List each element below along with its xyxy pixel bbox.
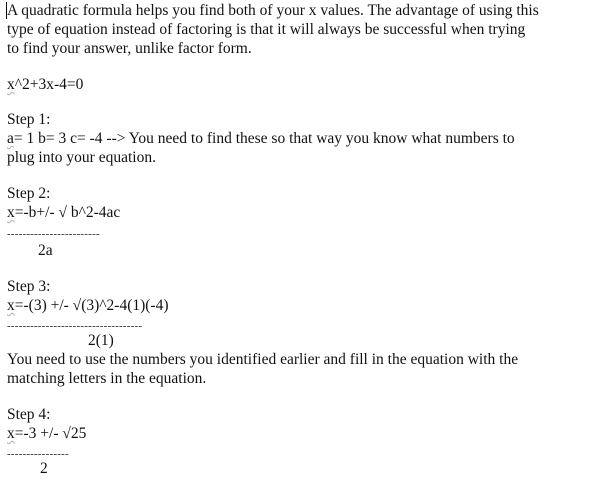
step3-var: x <box>7 297 15 314</box>
intro-line-1: A quadratic formula helps you find both of your x values. The advantage of using this <box>7 2 539 19</box>
step4-fraction-bar: ---------------- <box>7 448 69 460</box>
step2-fraction-bar: ------------------------ <box>7 228 100 240</box>
intro-line-3: to find your answer, unlike factor form. <box>7 40 252 57</box>
equation-line <box>7 75 83 94</box>
step2-rest: =-b+/- √ b^2-4ac <box>14 204 121 221</box>
step3-note-1: You need to use the numbers you identified earlier and fill in the equation with the <box>7 351 519 368</box>
step2-var: x <box>7 204 15 221</box>
intro-line-2: type of equation instead of factoring is that it will always be successful when trying <box>7 21 526 38</box>
step3-heading: Step 3: <box>7 278 51 295</box>
step3-note-2: matching letters in the equation. <box>7 370 207 387</box>
step3-rest: =-(3) +/- √(3)^2-4(1)(-4) <box>14 297 169 314</box>
step3-fraction-bar: ----------------------------------- <box>7 320 143 332</box>
step2-denominator: 2a <box>38 242 53 259</box>
step1-line-2: plug into your equation. <box>7 149 156 166</box>
step3-denominator: 2(1) <box>88 332 114 349</box>
step4-rest: =-3 +/- √25 <box>14 425 87 442</box>
step4-var: x <box>7 425 15 442</box>
equation-rest: ^2+3x-4=0 <box>14 76 84 93</box>
step4-formula <box>7 424 86 443</box>
step1-var: a <box>7 130 14 147</box>
step2-formula <box>7 203 120 222</box>
step1-line <box>7 129 515 148</box>
equation-var: x <box>7 76 15 93</box>
step1-rest: = 1 b= 3 c= -4 --> You need to find these so that way you know what numbers to <box>13 130 515 147</box>
step4-denominator: 2 <box>40 460 48 477</box>
step3-formula <box>7 296 169 315</box>
step1-heading: Step 1: <box>7 111 51 128</box>
step4-heading: Step 4: <box>7 406 51 423</box>
step2-heading: Step 2: <box>7 185 51 202</box>
